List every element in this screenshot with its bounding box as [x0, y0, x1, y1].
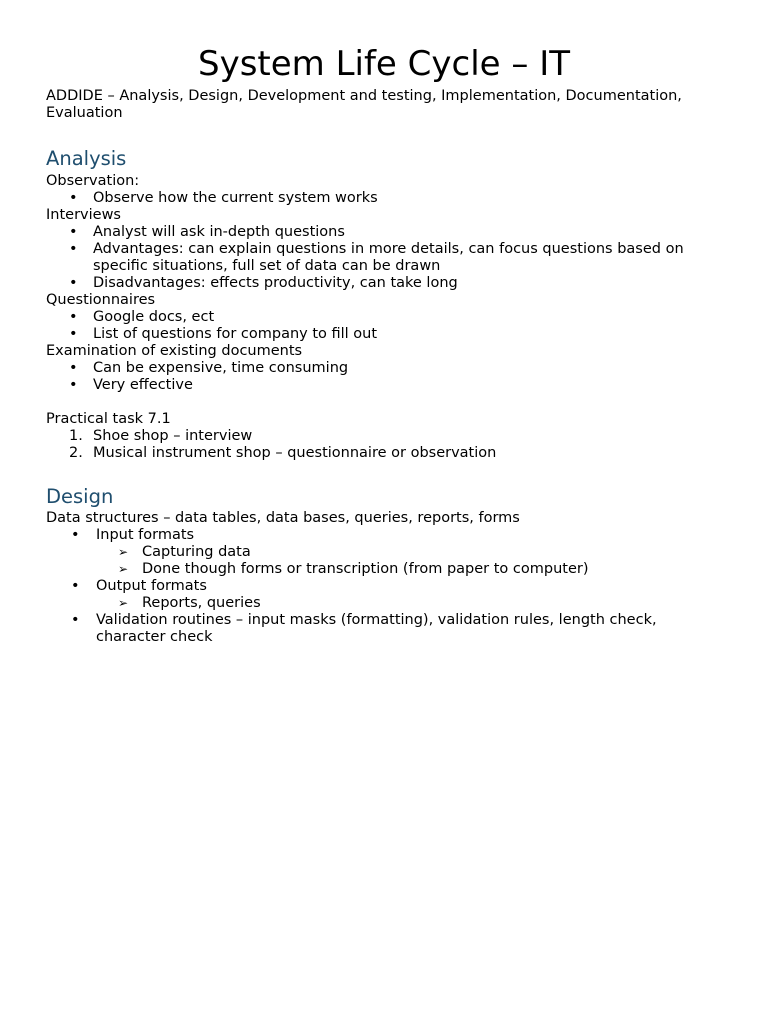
validation-routines-text: Validation routines – input masks (formatting), validation rules, length check, character check: [96, 612, 657, 645]
examination-label: Examination of existing documents: [46, 343, 303, 359]
questionnaires-label: Questionnaires: [46, 292, 156, 308]
bullet-icon: •: [71, 578, 80, 594]
bullet-icon: •: [69, 377, 78, 393]
bullet-icon: •: [69, 360, 78, 376]
document-body: [46, 88, 726, 646]
list-item-text: Shoe shop – interview: [93, 428, 253, 444]
data-structures-line: Data structures – data tables, data bases, queries, reports, forms: [46, 510, 520, 526]
questionnaires-list: [46, 309, 726, 343]
page-title: System Life Cycle – IT: [197, 44, 570, 84]
list-item: [46, 544, 726, 561]
list-item: [46, 360, 726, 377]
list-item-text: Analyst will ask in-depth questions: [93, 224, 345, 240]
list-item: [46, 561, 726, 578]
practical-task-list: [46, 428, 726, 462]
observation-label: Observation:: [46, 173, 140, 189]
list-item: [46, 275, 726, 292]
interviews-label: Interviews: [46, 207, 121, 223]
list-item-text: List of questions for company to fill out: [93, 326, 378, 342]
list-item-text: Very effective: [93, 377, 193, 393]
list-item: [46, 445, 726, 462]
bullet-icon: •: [69, 190, 78, 206]
list-item-text: Reports, queries: [142, 595, 261, 611]
examination-list: [46, 360, 726, 394]
arrow-bullet-icon: ➢: [118, 562, 129, 576]
design-heading: Design: [46, 485, 114, 508]
arrow-bullet-icon: ➢: [118, 545, 129, 559]
list-item-text: Can be expensive, time consuming: [93, 360, 349, 376]
list-item-text: Advantages: can explain questions in more details, can focus questions based on specific situations, full set of data can be drawn: [93, 241, 684, 274]
bullet-icon: •: [69, 241, 78, 257]
list-item: [46, 428, 726, 445]
list-item: [46, 224, 726, 241]
interviews-list: [46, 224, 726, 292]
spacer: [46, 394, 726, 411]
bullet-icon: •: [69, 326, 78, 342]
list-item-text: Done though forms or transcription (from paper to computer): [142, 561, 589, 577]
list-item: [46, 595, 726, 612]
list-item-text: Google docs, ect: [93, 309, 215, 325]
list-item: [46, 377, 726, 394]
input-formats-sublist: [46, 544, 726, 578]
list-item: [46, 612, 726, 646]
bullet-icon: •: [69, 224, 78, 240]
list-item: [46, 578, 726, 612]
observation-list: [46, 190, 726, 207]
list-item-text: Capturing data: [142, 544, 251, 560]
intro-paragraph: ADDIDE – Analysis, Design, Development and testing, Implementation, Documentation, Evaluation: [46, 88, 682, 121]
input-formats-label: Input formats: [96, 527, 195, 543]
output-formats-sublist: [46, 595, 726, 612]
output-formats-label: Output formats: [96, 578, 207, 594]
list-item-text: Disadvantages: effects productivity, can take long: [93, 275, 458, 291]
list-number: 1.: [69, 428, 83, 444]
list-item: [46, 190, 726, 207]
list-item-text: Observe how the current system works: [93, 190, 378, 206]
bullet-icon: •: [71, 612, 80, 628]
bullet-icon: •: [69, 275, 78, 291]
list-item-text: Musical instrument shop – questionnaire or observation: [93, 445, 497, 461]
list-item: [46, 241, 726, 275]
arrow-bullet-icon: ➢: [118, 596, 129, 610]
bullet-icon: •: [71, 527, 80, 543]
list-item: [46, 527, 726, 578]
analysis-heading: Analysis: [46, 147, 127, 170]
list-item: [46, 309, 726, 326]
list-number: 2.: [69, 445, 83, 461]
practical-task-label: Practical task 7.1: [46, 411, 171, 427]
list-item: [46, 326, 726, 343]
design-list: [46, 527, 726, 646]
bullet-icon: •: [69, 309, 78, 325]
